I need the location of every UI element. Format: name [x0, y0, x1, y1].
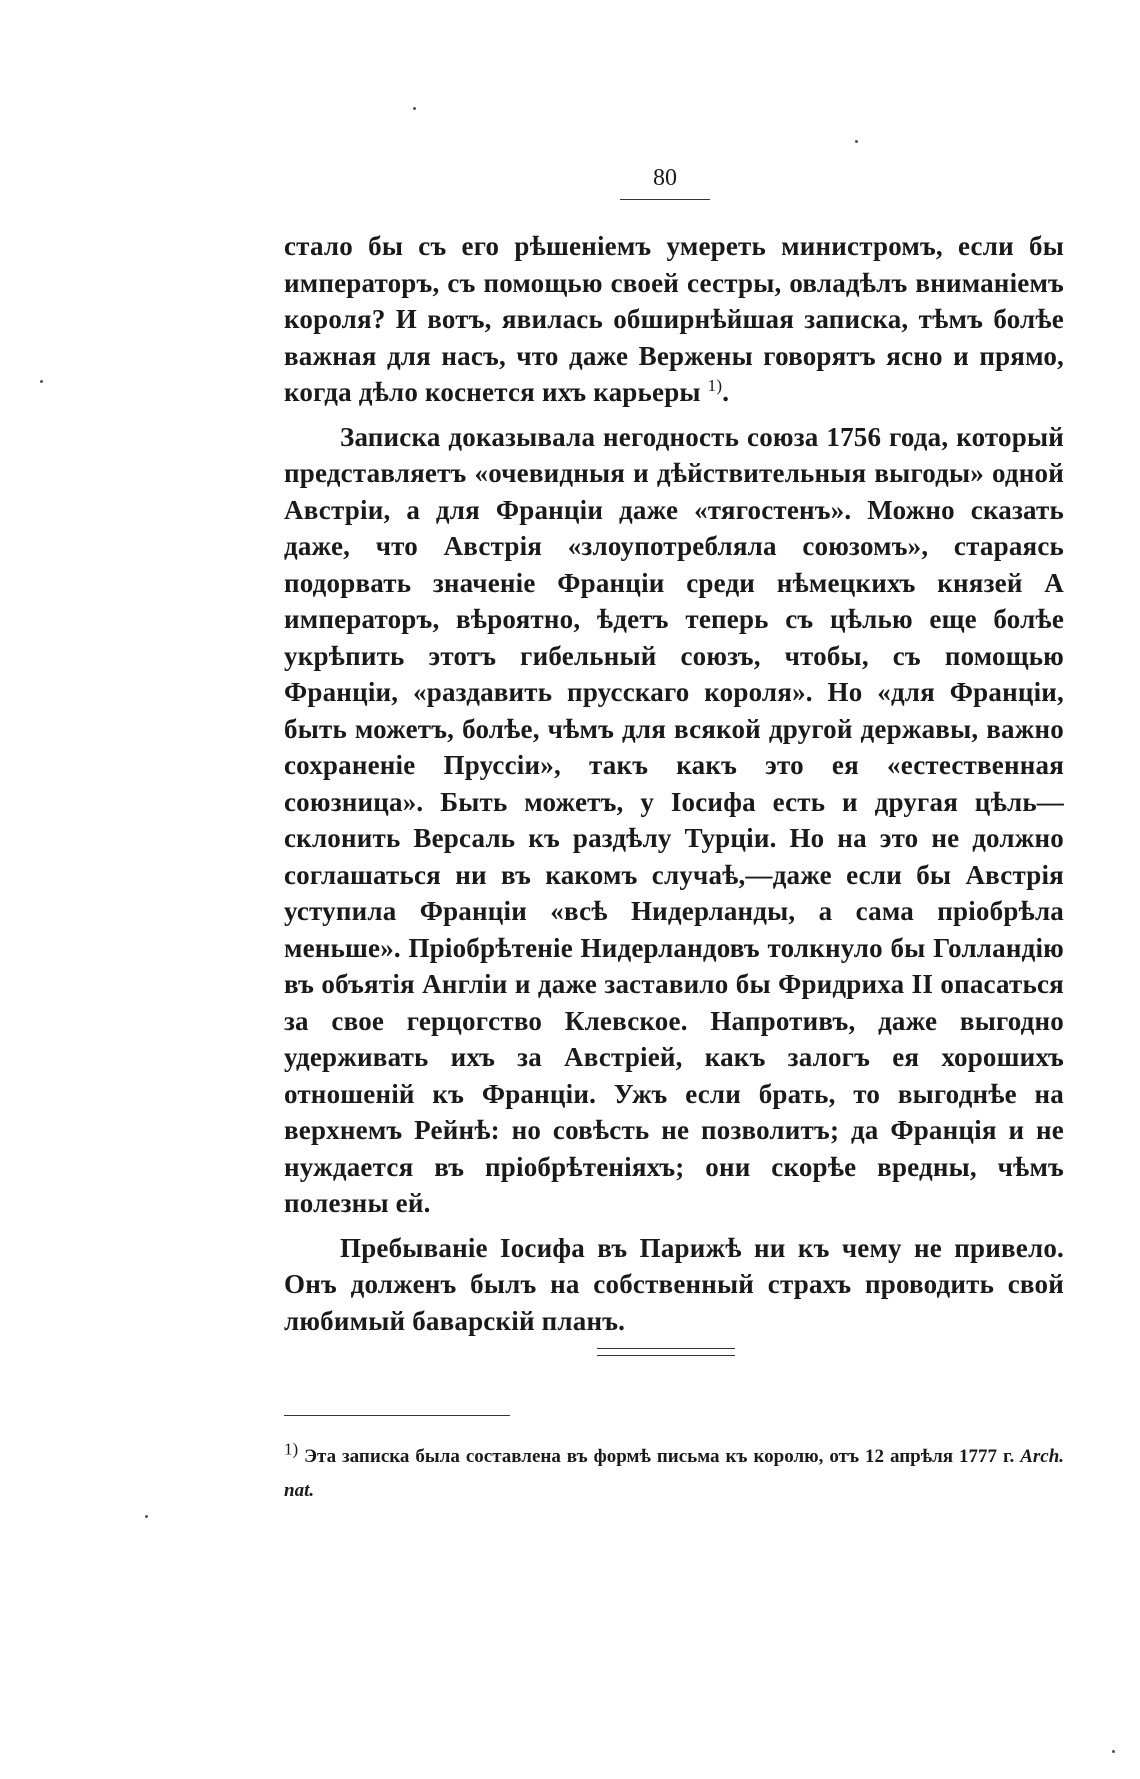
scan-speck	[1112, 1750, 1115, 1753]
paragraph-1-end: .	[722, 377, 730, 407]
footnote-reference: 1)	[707, 376, 723, 395]
page-number-rule	[620, 199, 710, 200]
scan-speck	[145, 1515, 148, 1518]
footnote-source: Arch. nat.	[284, 1446, 1065, 1501]
page-number: 80	[653, 165, 677, 191]
footnote-text: Эта записка была составлена въ формѣ письма къ королю, отъ 12 апрѣля 1777 г.	[304, 1446, 1015, 1467]
scan-speck	[855, 140, 858, 143]
paragraph-1-text: стало бы съ его рѣшеніемъ умереть министромъ, если бы императоръ, съ помощью своей сестры, овладѣлъ вниманіемъ короля? И вотъ, явилась обширнѣйшая записка, тѣмъ болѣе важная для насъ, что даже Вержены говорятъ ясно и прямо, когда дѣло коснется ихъ карьеры	[284, 231, 1064, 407]
paragraph-2: Записка доказывала негодность союза 1756 года, который представляетъ «очевидныя и дѣйствительныя выгоды» одной Австріи, а для Франціи даже «тягостенъ». Можно сказать даже, что Австрія «злоупотребляла союзомъ», стараясь подорвать значеніе Франціи среди нѣмецкихъ князей А императоръ, вѣроятно, ѣдетъ теперь съ цѣлью еще болѣе укрѣпить этотъ гибельный союзъ, чтобы, съ помощью Франціи, «раздавить прусскаго короля». Но «для Франціи, быть можетъ, болѣе, чѣмъ для всякой другой державы, важно сохраненіе Пруссіи», такъ какъ это ея «естественная союзница». Быть можетъ, у Іосифа есть и другая цѣль—склонить Версаль къ раздѣлу Турціи. Но на это не должно соглашаться ни въ какомъ случаѣ,—даже если бы Австрія уступила Франціи «всѣ Нидерланды, а сама пріобрѣла меньше». Пріобрѣтеніе Нидерландовъ толкнуло бы Голландію въ объятія Англіи и даже заставило бы Фридриха II опасаться за свое герцогство Клевское. Напротивъ, даже выгодно удерживать ихъ за Австріей, какъ залогъ ея хорошихъ отношеній къ Франціи. Ужъ если брать, то выгоднѣе на верхнемъ Рейнѣ: но совѣсть не позволитъ; да Франція и не нуждается въ пріобрѣтеніяхъ; они скорѣе вредны, чѣмъ полезны ей.	[284, 421, 1064, 1218]
footnote	[284, 1440, 1064, 1508]
scan-speck	[413, 107, 416, 110]
paragraph-1	[284, 228, 1064, 411]
footnote-marker: 1)	[284, 1439, 299, 1459]
scan-speck	[40, 380, 43, 383]
section-end-rule	[597, 1355, 735, 1356]
section-end-rule	[597, 1348, 735, 1349]
footnote-separator	[284, 1415, 510, 1416]
main-text	[284, 228, 1064, 1347]
paragraph-3: Пребываніе Іосифа въ Парижѣ ни къ чему не привело. Онъ долженъ былъ на собственный страхъ проводить свой любимый баварскій планъ.	[284, 1232, 1064, 1336]
